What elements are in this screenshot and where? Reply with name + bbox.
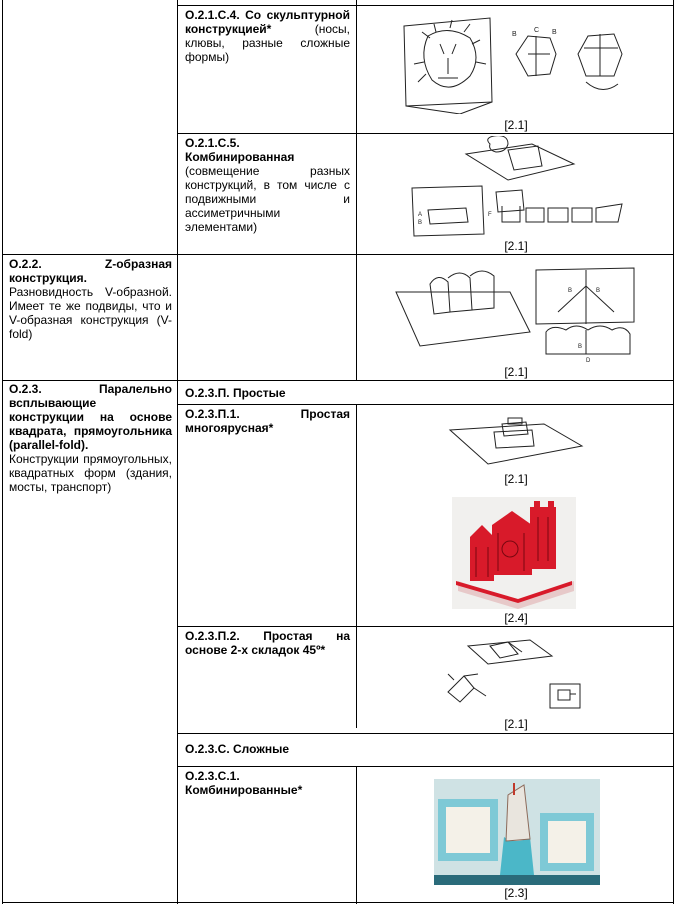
svg-text:B: B	[418, 220, 423, 226]
row-c4-caption: [2.1]	[504, 118, 528, 132]
section-simple-title: О.2.3.П. Простые	[185, 386, 286, 400]
table-row-line	[177, 733, 674, 734]
table-row-line	[177, 404, 674, 405]
row-c5-caption: [2.1]	[504, 239, 528, 253]
red-cathedral-photo	[452, 497, 576, 609]
row-p1-text	[185, 407, 350, 435]
row-z-title: О.2.2. Z-образная конструкция.	[9, 257, 172, 285]
multitier-popup-drawing	[448, 416, 586, 468]
row-p2-caption: [2.1]	[504, 717, 528, 731]
row-c5-text	[185, 136, 350, 234]
svg-text:D: D	[586, 358, 591, 364]
svg-text:F: F	[488, 212, 492, 218]
combined-popup-photo	[434, 779, 600, 885]
row-s1-caption: [2.3]	[504, 886, 528, 900]
row-c4-desc: (носы, клювы, разные сложные формы)	[185, 22, 350, 64]
row-p2-text	[185, 629, 350, 657]
table-column-divider-2c	[356, 766, 357, 904]
svg-text:C: C	[534, 27, 540, 34]
row-c5-desc: (совмещение разных конструкций, в том числе с подвижными и ассиметричными элементами)	[185, 164, 350, 234]
table-row-line	[177, 133, 674, 134]
row-par-text	[9, 382, 172, 494]
row-c5-title: О.2.1.С.5. Комбинированная	[185, 136, 295, 164]
45-degree-fold-drawing	[434, 638, 590, 710]
table-row-line	[177, 626, 674, 627]
row-p1-caption-1: [2.1]	[504, 472, 528, 486]
row-c4-text	[185, 8, 350, 64]
row-c4-title: О.2.1.С.4. Со скульптурной конструкцией*	[185, 8, 350, 36]
row-z-text	[9, 257, 172, 341]
row-s1-text	[185, 769, 350, 797]
svg-text:B: B	[552, 29, 557, 36]
z-fold-drawing	[390, 262, 640, 366]
row-p1-title: О.2.3.П.1. Простая многоярусная*	[185, 407, 350, 435]
svg-text:B: B	[512, 31, 517, 38]
row-z-desc: Разновидность V-образной. Имеет те же подвиды, что и V-образная конструкция (V-fold)	[9, 285, 172, 341]
row-par-desc: Конструкции прямоугольных, квадратных форм (здания, мосты, транспорт)	[9, 452, 172, 494]
row-s1-title: О.2.3.С.1. Комбинированные*	[185, 769, 303, 797]
table-row-line	[177, 766, 674, 767]
row-p2-title: О.2.3.П.2. Простая на основе 2-х складок 45º*	[185, 629, 350, 657]
svg-text:B: B	[568, 288, 573, 294]
table-row-line	[2, 902, 674, 903]
table-row-line	[2, 380, 674, 381]
table-column-divider-2b	[356, 404, 357, 728]
row-par-title: О.2.3. Паралельно всплывающие конструкции на основе квадрата, прямоугольника (parallel-fold).	[9, 382, 172, 452]
table-row-line	[2, 254, 674, 255]
section-complex-heading	[185, 742, 665, 756]
table-column-divider-1	[177, 0, 178, 904]
row-z-caption: [2.1]	[504, 365, 528, 379]
combined-popup-drawing	[408, 136, 630, 238]
table-row-line	[177, 5, 674, 6]
table-border-left	[2, 0, 3, 904]
svg-text:A: A	[418, 212, 423, 218]
row-p1-caption-2: [2.4]	[504, 611, 528, 625]
table-column-divider-2	[356, 0, 357, 380]
sculptural-popup-drawing	[400, 14, 625, 114]
table-border-right	[673, 0, 674, 904]
svg-text:B: B	[578, 344, 583, 350]
section-simple-heading	[185, 386, 665, 400]
section-complex-title: О.2.3.С. Сложные	[185, 742, 289, 756]
svg-text:B: B	[596, 288, 601, 294]
